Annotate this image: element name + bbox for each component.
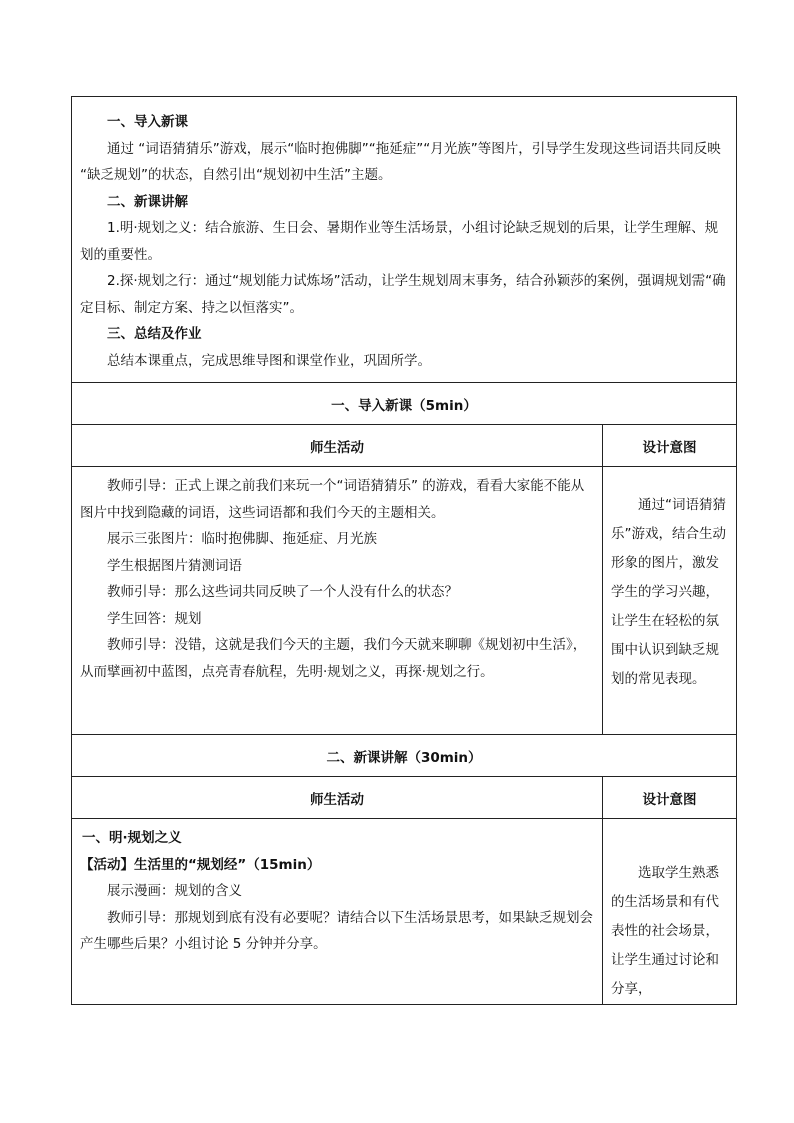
section2-header-row — [72, 777, 737, 819]
section1-title: 一、导入新课（5min） — [72, 383, 737, 425]
section2-line: 教师引导：那规划到底有没有必要呢？请结合以下生活场景思考，如果缺乏规划会产生哪些后果？小组讨论 5 分钟并分享。 — [80, 909, 593, 952]
section1-line: 教师引导：那么这些词共同反映了一个人没有什么的状态？ — [107, 584, 458, 600]
section2-activity-cell — [72, 819, 603, 1005]
section1-activity-cell — [72, 467, 603, 735]
summary-cell — [72, 97, 737, 383]
summary-heading-conclusion: 三、总结及作业 — [107, 326, 202, 342]
section1-line: 学生回答：规划 — [107, 610, 202, 627]
section2-line: 展示漫画：规划的含义 — [107, 883, 242, 899]
summary-heading-intro: 一、导入新课 — [107, 114, 188, 130]
section1-intent-cell — [603, 467, 737, 735]
summary-text-conclusion: 总结本课重点，完成思维导图和课堂作业，巩固所学。 — [107, 352, 431, 369]
section1-col-activity: 师生活动 — [72, 425, 603, 467]
summary-heading-new-lesson: 二、新课讲解 — [107, 193, 188, 210]
summary-text-point-1: 1.明·规划之义：结合旅游、生日会、暑期作业等生活场景，小组讨论缺乏规划的后果，让学生理解、规划的重要性。 — [80, 220, 719, 263]
section2-intent-cell — [603, 819, 737, 1005]
section2-title: 二、新课讲解（30min） — [72, 735, 737, 777]
section2-intent-text: 选取学生熟悉的生活场景和有代表性的社会场景，让学生通过讨论和分享， — [611, 865, 719, 997]
summary-row — [72, 97, 737, 383]
section1-col-intent: 设计意图 — [603, 425, 737, 467]
section2-subheading: 一、明·规划之义 — [82, 830, 182, 846]
summary-text-intro: 通过 “词语猜猜乐”游戏，展示“临时抱佛脚”“拖延症”“月光族”等图片，引导学生发现这些词语共同反映 “缺乏规划”的状态，自然引出“规划初中生活”主题。 — [80, 140, 721, 183]
section2-title-row — [72, 735, 737, 777]
section1-body-row — [72, 467, 737, 735]
section1-line: 学生根据图片猜测词语 — [107, 557, 242, 574]
section2-col-activity: 师生活动 — [72, 777, 603, 819]
section1-line: 教师引导：正式上课之前我们来玩一个“词语猜猜乐” 的游戏，看看大家能不能从图片中找到隐藏的词语，这些词语都和我们今天的主题相关。 — [80, 478, 585, 521]
section1-header-row — [72, 425, 737, 467]
section2-body-row — [72, 819, 737, 1005]
section2-col-intent: 设计意图 — [603, 777, 737, 819]
section1-line: 展示三张图片：临时抱佛脚、拖延症、月光族 — [107, 531, 377, 547]
section1-title-row — [72, 383, 737, 425]
summary-text-point-2: 2.探·规划之行：通过“规划能力试炼场”活动，让学生规划周末事务，结合孙颖莎的案例，强调规划需“确定目标、制定方案、持之以恒落实”。 — [80, 273, 726, 316]
section2-activity-title: 【活动】生活里的“规划经”（15min） — [80, 856, 321, 873]
lesson-plan-table — [71, 96, 737, 1005]
section1-intent-text: 通过“词语猜猜乐”游戏，结合生动形象的图片，激发学生的学习兴趣，让学生在轻松的氛围中认识到缺乏规划的常见表现。 — [611, 497, 726, 687]
section1-line: 教师引导：没错，这就是我们今天的主题，我们今天就来聊聊《规划初中生活》，从而擘画初中蓝图，点亮青春航程，先明·规划之义，再探·规划之行。 — [80, 637, 587, 680]
